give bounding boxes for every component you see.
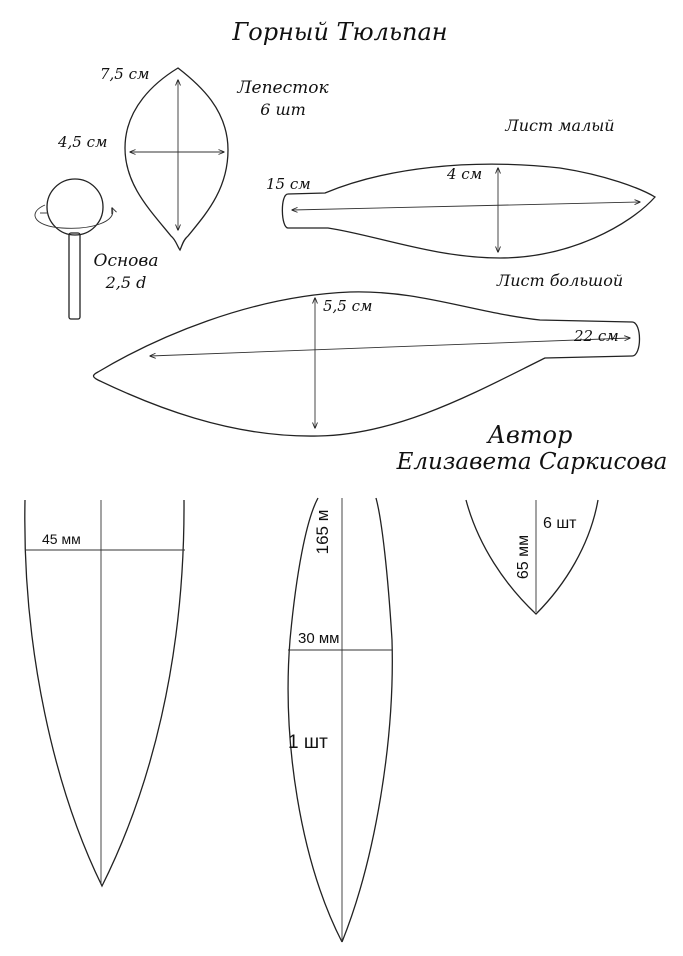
big-leaf-width-label: 5,5 см xyxy=(323,297,373,315)
pattern-c-outline xyxy=(466,500,598,614)
petal-height-label: 7,5 см xyxy=(100,65,150,83)
big-leaf-diagram xyxy=(94,271,640,436)
petal-outline xyxy=(125,68,228,250)
author-name: Елизавета Саркисова xyxy=(396,449,668,475)
pattern-b xyxy=(288,498,392,942)
petal-count-label: 6 шт xyxy=(260,100,306,119)
pattern-b-height-label: 165 м xyxy=(313,509,332,555)
pattern-c-height-label: 65 мм xyxy=(515,534,532,580)
small-leaf-length-label: 15 см xyxy=(266,175,311,193)
pattern-b-count-label: 1 шт xyxy=(288,732,328,753)
pattern-c-count-label: 6 шт xyxy=(543,515,577,532)
base-diagram xyxy=(35,179,158,319)
pattern-c xyxy=(466,500,598,614)
big-leaf-length-label: 22 см xyxy=(574,327,619,345)
page-title: Горный Тюльпан xyxy=(232,18,448,46)
pattern-a xyxy=(25,500,185,886)
small-leaf-diagram xyxy=(266,116,655,258)
pattern-b-width-label: 30 мм xyxy=(298,630,340,647)
base-ball xyxy=(47,179,103,235)
small-leaf-width-label: 4 см xyxy=(447,165,483,183)
pattern-a-outline xyxy=(25,500,184,886)
big-leaf-length-arrow xyxy=(150,338,630,356)
author-block xyxy=(396,421,668,475)
small-leaf-name-label: Лист малый xyxy=(505,116,615,135)
base-name-label: Основа xyxy=(93,251,159,271)
petal-width-label: 4,5 см xyxy=(58,133,108,151)
pattern-b-outline xyxy=(288,498,392,942)
big-leaf-name-label: Лист большой xyxy=(496,271,624,290)
author-label: Автор xyxy=(487,421,573,449)
petal-name-label: Лепесток xyxy=(237,78,329,98)
small-leaf-length-arrow xyxy=(292,202,640,210)
base-stick xyxy=(69,233,80,319)
pattern-a-width-label: 45 мм xyxy=(42,531,81,547)
base-size-label: 2,5 d xyxy=(105,273,147,292)
